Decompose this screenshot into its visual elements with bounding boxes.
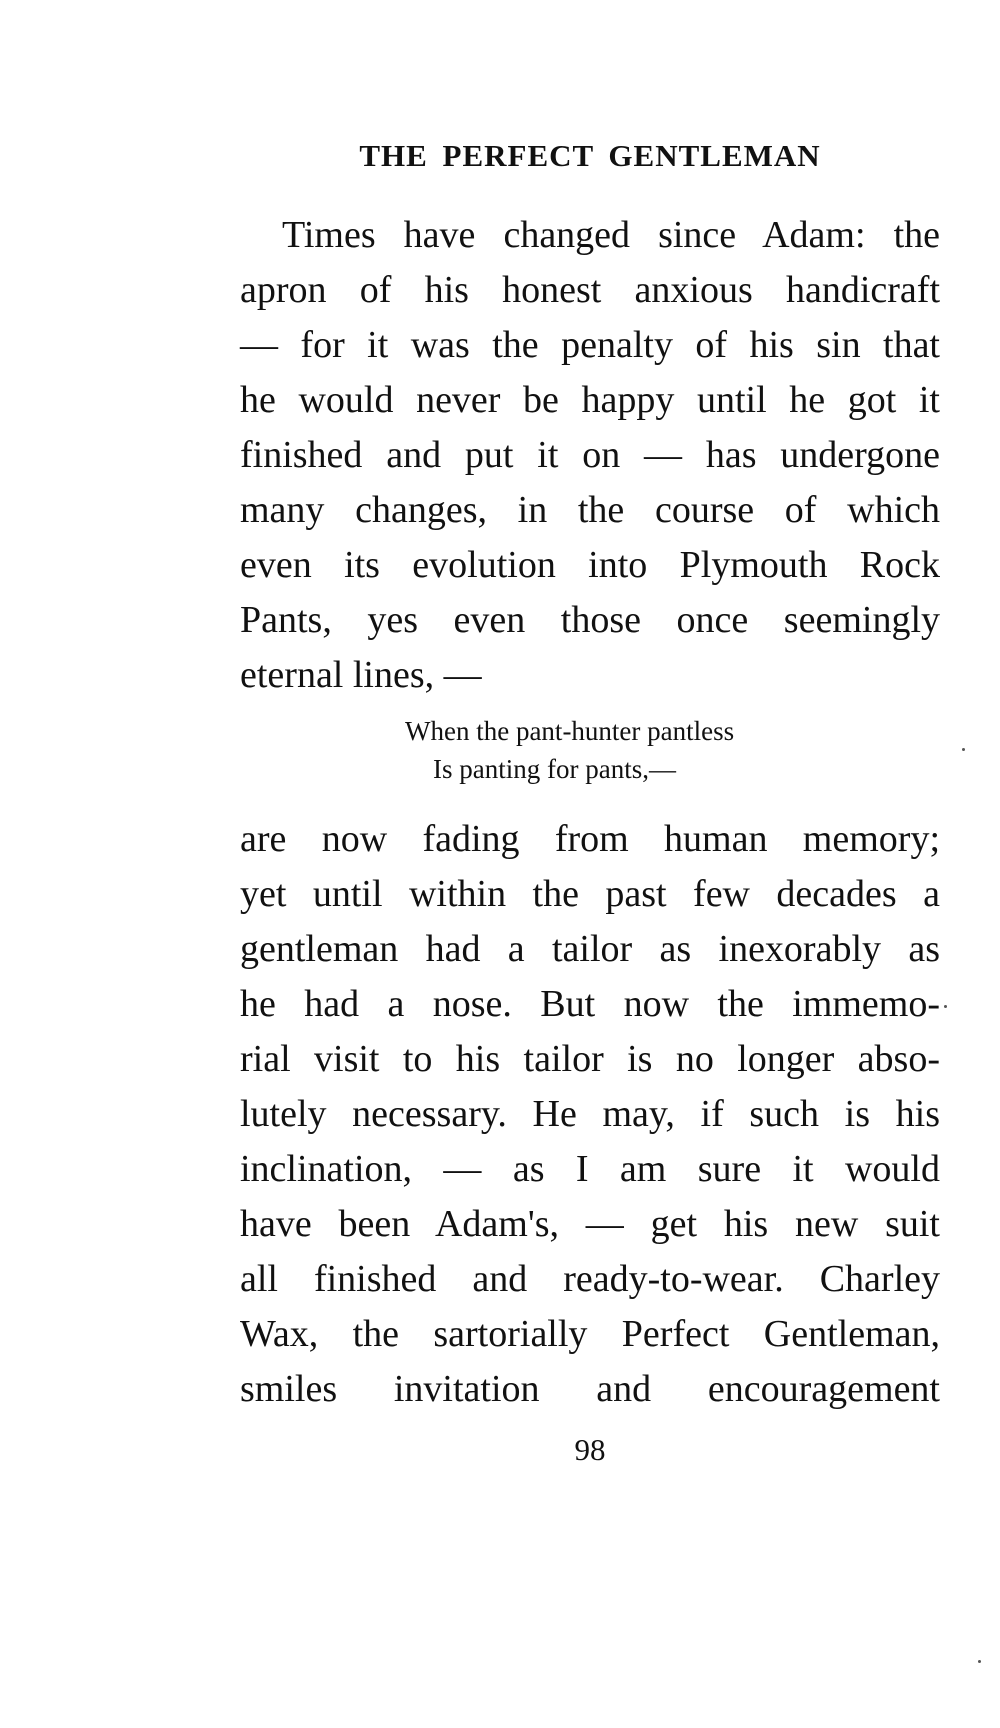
- paper-speck: [978, 1660, 981, 1663]
- paragraph-2-line-11: smiles invitation and encouragement: [240, 1368, 940, 1410]
- paragraph-2: [240, 812, 940, 1417]
- paper-speck: [962, 748, 965, 751]
- paragraph-1: [240, 208, 940, 703]
- running-head: THE PERFECT GENTLEMAN: [359, 138, 821, 173]
- paragraph-2-line-3: gentleman had a tailor as inexorably as: [240, 928, 940, 970]
- paragraph-2-line-7: inclination, — as I am sure it would: [240, 1148, 940, 1190]
- paragraph-1-line-1: Times have changed since Adam: the: [282, 214, 940, 256]
- paragraph-1-line-9: eternal lines, —: [240, 654, 482, 696]
- paragraph-1-line-2: apron of his honest anxious handicraft: [240, 269, 940, 311]
- verse-line-1: When the pant-hunter pantless: [405, 716, 735, 746]
- paragraph-2-line-8: have been Adam's, — get his new suit: [240, 1203, 940, 1245]
- paragraph-1-line-7: even its evolution into Plymouth Rock: [240, 544, 940, 586]
- paragraph-1-line-6: many changes, in the course of which: [240, 489, 940, 531]
- paragraph-2-line-10: Wax, the sartorially Perfect Gentleman,: [240, 1313, 940, 1355]
- paragraph-2-line-6: lutely necessary. He may, if such is his: [240, 1093, 940, 1135]
- paragraph-2-line-1: are now fading from human memory;: [240, 818, 940, 860]
- paragraph-2-line-2: yet until within the past few decades a: [240, 873, 940, 915]
- verse-quote: [405, 712, 925, 788]
- paragraph-2-line-4: he had a nose. But now the immemo-: [240, 983, 940, 1025]
- paper-speck: [944, 1005, 947, 1008]
- page-number: 98: [574, 1432, 606, 1467]
- paragraph-2-line-9: all finished and ready-to-wear. Charley: [240, 1258, 940, 1300]
- paragraph-1-line-8: Pants, yes even those once seemingly: [240, 599, 940, 641]
- paragraph-2-line-5: rial visit to his tailor is no longer abso-: [240, 1038, 940, 1080]
- paragraph-1-line-5: finished and put it on — has undergone: [240, 434, 940, 476]
- paragraph-1-line-4: he would never be happy until he got it: [240, 379, 940, 421]
- paragraph-1-line-3: — for it was the penalty of his sin that: [240, 324, 940, 366]
- verse-line-2: Is panting for pants,—: [433, 754, 676, 784]
